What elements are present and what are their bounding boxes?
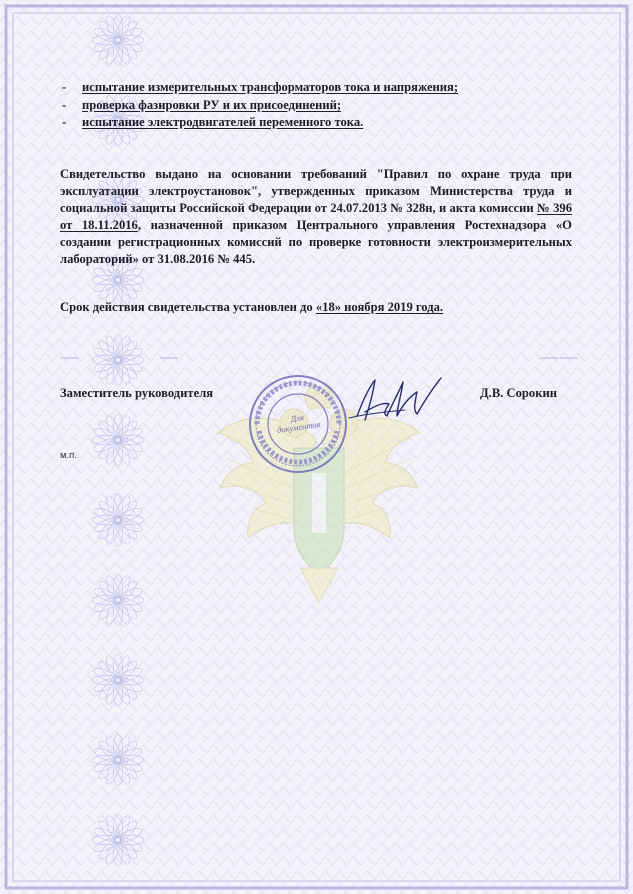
list-item [62, 114, 562, 132]
stamp-place-label: м.п. [60, 450, 77, 461]
scope-item-text: испытание электродвигателей переменного тока. [82, 115, 364, 129]
basis-text-part1: Свидетельство выдано на основании требований "Правил по охране труда при эксплуатации электроустановок", утвержденных приказом Министерства труда и социальной защиты Российской Федерации от 24.07.2013 № 328н, и акта комиссии [60, 167, 572, 215]
list-marker: - [62, 115, 67, 129]
basis-text-part2: , назначенной приказом Центрального управления Ростехнадзора «О создании регистрационных комиссий по проверке готовности электроизмерительных лабораторий» от 31.08.2016 № 445. [60, 218, 572, 266]
validity-statement [60, 299, 572, 316]
list-item [62, 97, 562, 115]
seal-text: Для документов [276, 412, 321, 435]
scope-list [62, 79, 562, 132]
signatory-position: Заместитель руководителя [60, 386, 214, 400]
scope-item-text: проверка фазировки РУ и их присоединений; [82, 97, 342, 112]
basis-paragraph [60, 166, 572, 268]
scope-item-text: испытание измерительных трансформаторов тока и напряжения; [82, 80, 459, 94]
validity-prefix: Срок действия свидетельства установлен до [60, 300, 316, 314]
commission-act-reference: № 396 от 18.11.2016 [60, 201, 572, 232]
list-marker: - [62, 97, 67, 112]
validity-date: «18» ноября 2019 года. [315, 300, 444, 314]
list-marker: - [62, 80, 67, 94]
list-item [62, 79, 562, 97]
signatory-name: Д.В. Сорокин [480, 386, 557, 400]
